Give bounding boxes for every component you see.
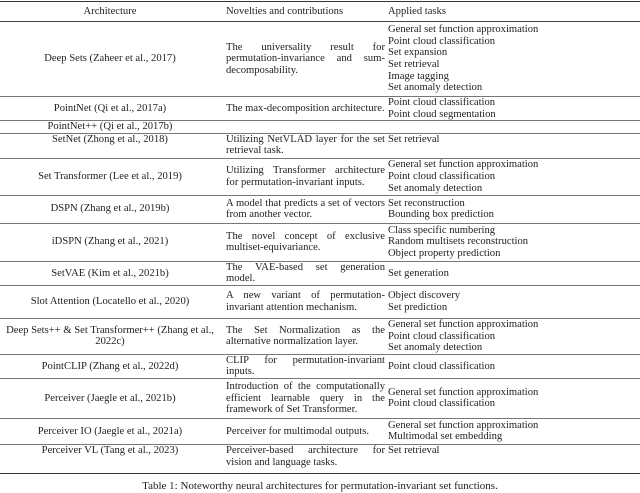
novelty-cell: A new variant of permutation-invariant attention mechanism. [220,285,385,318]
applied-task: Object discovery [388,290,461,302]
applied-task: General set function approximation [388,318,539,330]
applied-tasks-cell [385,444,640,473]
table-row [0,121,640,134]
applied-task: Point cloud classification [388,398,496,410]
novelty-cell: The max-decomposition architecture. [220,97,385,121]
applied-task: Set expansion [388,47,448,59]
header-applied-tasks: Applied tasks [385,2,640,22]
novelty-cell: The novel concept of exclusive multiset-equivariance. [220,223,385,261]
table-row [0,158,640,195]
table-row [0,444,640,473]
table-row [0,133,640,158]
novelty-cell: Perceiver for multimodal outputs. [220,418,385,444]
applied-task: Point cloud classification [388,35,496,47]
applied-task: Set anomaly detection [388,342,483,354]
applied-tasks-cell [385,318,640,354]
architecture-cell: iDSPN (Zhang et al., 2021) [0,223,220,261]
applied-task: Set reconstruction [388,197,465,209]
applied-tasks-cell [385,121,640,134]
novelty-cell: Utilizing Transformer architecture for permutation-invariant inputs. [220,158,385,195]
architecture-cell: PointCLIP (Zhang et al., 2022d) [0,354,220,378]
novelty-cell: Perceiver-based architecture for vision and language tasks. [220,444,385,473]
applied-task: Multimodal set embedding [388,431,503,443]
header-novelties: Novelties and contributions [220,2,385,22]
applied-task: Set retrieval [388,444,440,456]
novelty-cell: CLIP for permutation-invariant inputs. [220,354,385,378]
architecture-cell: DSPN (Zhang et al., 2019b) [0,195,220,223]
applied-tasks-cell [385,223,640,261]
novelty-cell: The VAE-based set generation model. [220,261,385,285]
novelty-cell: The universality result for permutation-invariance and sum-decomposability. [220,22,385,97]
architecture-cell: Perceiver IO (Jaegle et al., 2021a) [0,418,220,444]
applied-tasks-cell [385,97,640,121]
table-row [0,318,640,354]
applied-task: Set retrieval [388,133,440,145]
table-row [0,22,640,97]
applied-tasks-cell [385,354,640,378]
table-row [0,97,640,121]
applied-task: Class specific numbering [388,224,496,236]
table-row [0,285,640,318]
novelty-cell: Introduction of the computationally efficient learnable query in the framework of Set Transformer. [220,378,385,418]
architecture-cell: SetNet (Zhong et al., 2018) [0,133,220,158]
table-row [0,195,640,223]
applied-tasks-cell [385,261,640,285]
architecture-cell: SetVAE (Kim et al., 2021b) [0,261,220,285]
architecture-cell: PointNet (Qi et al., 2017a) [0,97,220,121]
applied-tasks-cell [385,22,640,97]
novelty-cell: A model that predicts a set of vectors from another vector. [220,195,385,223]
architecture-cell: Deep Sets++ & Set Transformer++ (Zhang et al., 2022c) [0,318,220,354]
table-body [0,22,640,474]
table-header-row [0,2,640,22]
applied-task: Point cloud classification [388,170,496,182]
architecture-cell: Slot Attention (Locatello et al., 2020) [0,285,220,318]
applied-task: Point cloud segmentation [388,108,496,120]
table-row [0,378,640,418]
applied-tasks-cell [385,158,640,195]
applied-task: Object property prediction [388,248,501,260]
applied-task: Bounding box prediction [388,209,494,221]
table-caption: Table 1: Noteworthy neural architectures for permutation-invariant set functions. [142,479,498,492]
applied-task: Set retrieval [388,59,440,70]
applied-task: Image tagging [388,70,449,82]
applied-task: General set function approximation [388,24,539,36]
header-architecture: Architecture [0,2,220,22]
novelty-cell: The Set Normalization as the alternative normalization layer. [220,318,385,354]
architecture-cell: Perceiver (Jaegle et al., 2021b) [0,378,220,418]
table-row [0,418,640,444]
applied-task: Point cloud classification [388,97,496,108]
applied-task: General set function approximation [388,159,539,171]
applied-tasks-cell [385,133,640,158]
novelty-cell [220,121,385,134]
architecture-cell: Deep Sets (Zaheer et al., 2017) [0,22,220,97]
table-row [0,261,640,285]
applied-task: General set function approximation [388,419,539,431]
architectures-table [0,1,640,474]
applied-task: General set function approximation [388,386,539,398]
applied-task: Random multisets reconstruction [388,236,529,248]
applied-task: Point cloud classification [388,330,496,342]
applied-task: Set anomaly detection [388,82,483,94]
applied-tasks-cell [385,378,640,418]
table-row [0,223,640,261]
applied-tasks-cell [385,418,640,444]
applied-task: Set generation [388,267,449,279]
architecture-cell: PointNet++ (Qi et al., 2017b) [0,121,220,134]
applied-tasks-cell [385,195,640,223]
novelty-cell: Utilizing NetVLAD layer for the set retrieval task. [220,133,385,158]
table-row [0,354,640,378]
architecture-cell: Perceiver VL (Tang et al., 2023) [0,444,220,473]
applied-task: Set prediction [388,301,448,313]
applied-task: Point cloud classification [388,360,496,372]
architecture-cell: Set Transformer (Lee et al., 2019) [0,158,220,195]
applied-tasks-cell [385,285,640,318]
applied-task: Set anomaly detection [388,182,483,194]
